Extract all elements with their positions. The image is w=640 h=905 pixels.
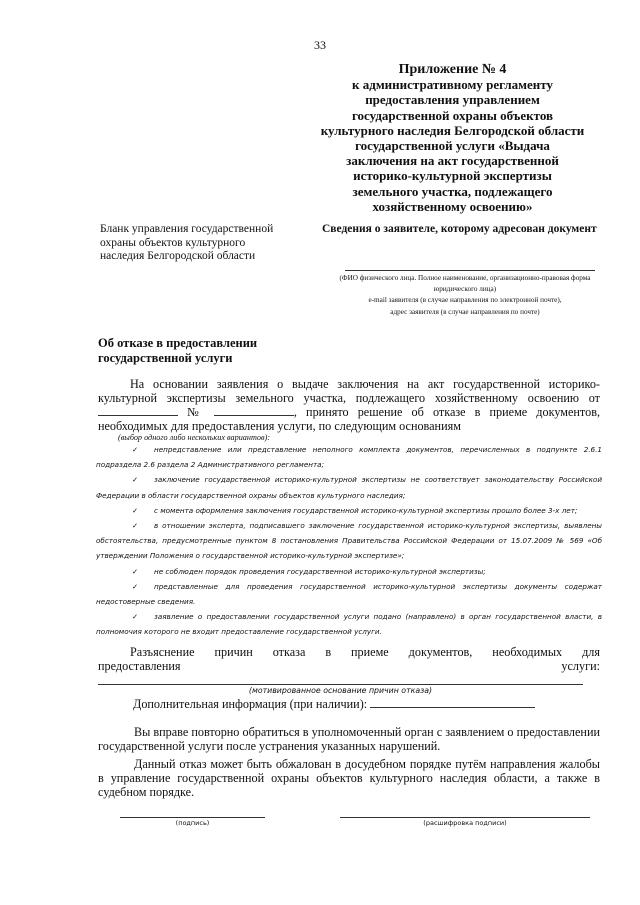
reason-item	[96, 472, 602, 502]
signature-line	[120, 817, 265, 818]
reason-text: непредставление или представление неполного комплекта документов, перечисленных в подпункте 2.6.1 подраздела 2.6 раздела 2 Административного регламента;	[96, 445, 602, 470]
check-icon: ✓	[132, 612, 139, 622]
reason-item	[96, 564, 602, 579]
appendix-line: земельного участка, подлежащего	[352, 183, 553, 199]
reason-text: заключение государственной историко-культурной экспертизы не соответствует законодательству Российской Федерации в области государственной охраны объектов культурного наследия;	[96, 475, 602, 500]
reason-text: в отношении эксперта, подписавшего заключение государственной историко-культурной экспертизы, выявлены обстоятельства, предусмотренные пунктом 8 постановления Правительства Российской Федерации от 15.07.2009 № 569 «Об утверждении Положения о государственной историко-культурной экспертизе»;	[96, 521, 602, 561]
date-blank	[98, 405, 178, 416]
reason-text: не соблюден порядок проведения государственной историко-культурной экспертизы;	[154, 566, 486, 576]
recipient-note: юридического лица)	[433, 285, 497, 293]
recipient-note: адрес заявителя (в случае направления по почте)	[390, 308, 540, 316]
motivation-line	[98, 684, 583, 685]
additional-info-blank	[370, 697, 535, 708]
recipient-heading: Сведения о заявителе, которому адресован документ	[322, 223, 597, 235]
check-icon: ✓	[132, 581, 139, 591]
signature-label: (подпись)	[175, 819, 210, 827]
letterhead-line: Бланк управления государственной	[100, 223, 274, 235]
check-icon: ✓	[132, 445, 139, 454]
reasons-list	[96, 442, 602, 640]
refusal-title-line: государственной услуги	[98, 351, 233, 365]
additional-info	[133, 697, 535, 712]
reason-item	[96, 518, 602, 564]
paragraph-explanation: Разъяснение причин отказа в приеме документов, необходимых для	[130, 645, 600, 659]
appendix-line: заключения на акт государственной	[346, 153, 559, 169]
explanation-word: услуги:	[561, 659, 600, 673]
appendix-line: культурного наследия Белгородской области	[320, 122, 585, 138]
recipient-name-line	[345, 270, 595, 271]
check-icon: ✓	[132, 566, 139, 576]
reason-item	[96, 442, 602, 472]
appendix-line: государственной услуги «Выдача	[355, 138, 550, 154]
recipient-note: (ФИО физического лица. Полное наименование, организационно-правовая форма	[339, 274, 591, 282]
reason-item	[96, 579, 602, 609]
basis-text: На основании заявления о выдаче заключения на акт государственной историко-культурной экспертизы земельного участка, подлежащего хозяйственному освоению от	[98, 377, 600, 405]
appendix-line: предоставления управлением	[365, 92, 540, 108]
letterhead-line: наследия Белгородской области	[100, 250, 256, 262]
check-icon: ✓	[132, 475, 139, 485]
appendix-header	[300, 62, 605, 214]
motivation-note: (мотивированное основание причин отказа)	[248, 686, 433, 695]
signature-decode-line	[340, 817, 590, 818]
choice-note: (выбор одного либо нескольких вариантов):	[118, 433, 270, 442]
paragraph-basis	[98, 377, 600, 433]
appendix-line: историко-культурной экспертизы	[353, 168, 552, 184]
reason-text: заявление о предоставлении государственной услуги подано (направлено) в орган государственной власти, в полномочия которого не входит предоставление государственной услуги.	[96, 612, 602, 637]
appendix-line: хозяйственному освоению»	[372, 198, 533, 214]
reason-item	[96, 609, 602, 639]
appendix-line: государственной охраны объектов	[351, 107, 554, 123]
appendix-title: Приложение № 4	[398, 62, 507, 77]
basis-text-end: , принято решение об отказе в приеме документов, необходимых для предоставления услуги, по следующим основаниям	[98, 405, 600, 433]
additional-info-label: Дополнительная информация (при наличии):	[133, 697, 368, 711]
paragraph-appeal: Данный отказ может быть обжалован в досудебном порядке путём направления жалобы в управление государственной охраны объектов культурного наследия области, а также в судебном порядке.	[98, 757, 600, 799]
page-number: 33	[314, 38, 326, 52]
refusal-title	[98, 336, 348, 366]
signature-decode-label: (расшифровка подписи)	[423, 819, 507, 827]
letterhead-line: охраны объектов культурного	[100, 236, 246, 249]
paragraph-reapply: Вы вправе повторно обратиться в уполномоченный орган с заявлением о предоставлении государственной услуги после устранения указанных нарушений.	[98, 725, 600, 753]
appendix-line: к административному регламенту	[352, 77, 553, 93]
letterhead-blank	[100, 223, 300, 264]
number-blank	[214, 405, 294, 416]
reason-item	[96, 503, 602, 518]
check-icon: ✓	[132, 505, 139, 515]
reason-text: с момента оформления заключения государственной историко-культурной экспертизы прошло более 3-х лет;	[154, 505, 578, 515]
number-sign: №	[187, 405, 205, 419]
reason-text: представленные для проведения государственной историко-культурной экспертизы документы содержат недостоверные сведения.	[96, 581, 602, 607]
paragraph-explanation-2	[98, 659, 600, 673]
check-icon: ✓	[132, 521, 139, 531]
explanation-word: предоставления	[98, 659, 181, 673]
recipient-note: e-mail заявителя (в случае направления по электронной почте),	[368, 296, 562, 304]
refusal-title-line: Об отказе в предоставлении	[98, 336, 258, 350]
